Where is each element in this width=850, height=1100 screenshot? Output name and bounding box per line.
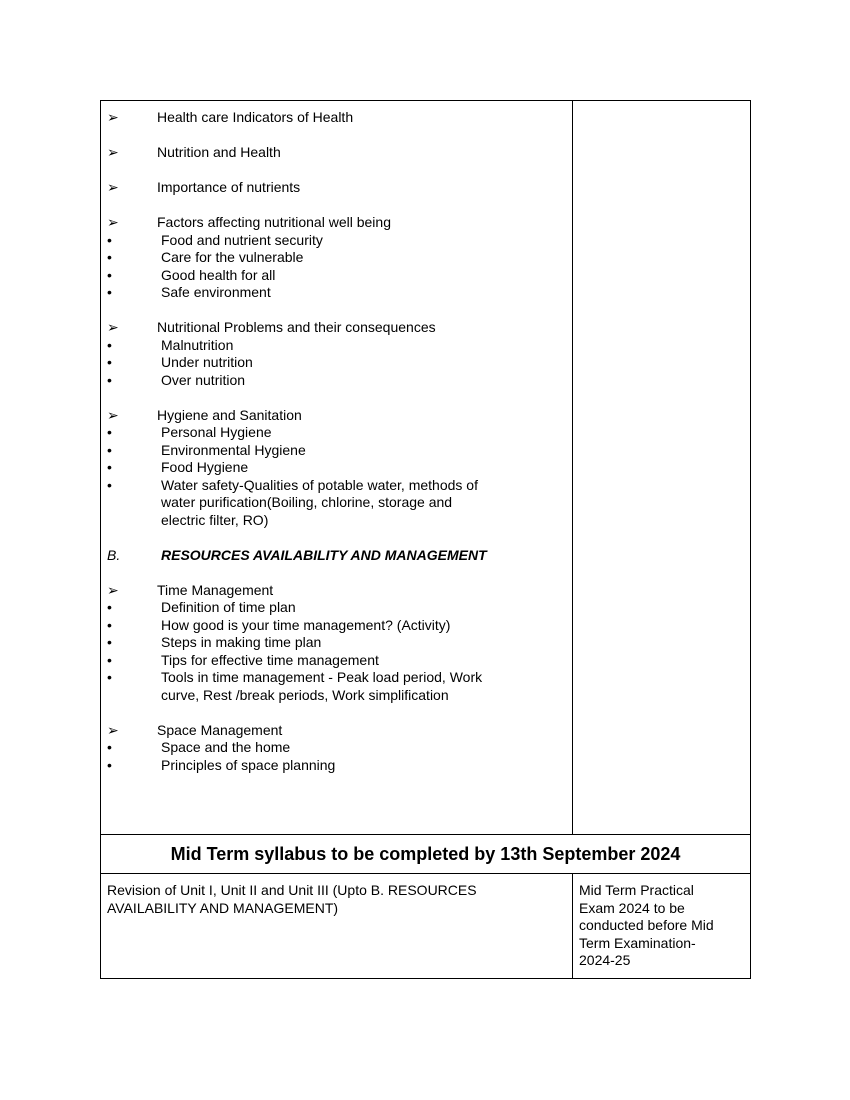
bullet-item: [107, 337, 566, 355]
bullet-item: [107, 757, 566, 775]
syllabus-content: [101, 101, 572, 774]
arrow-icon: ➢: [107, 406, 119, 423]
bullet-item: [107, 284, 566, 302]
bullet-item: [107, 477, 566, 495]
section-b-heading: [107, 547, 566, 565]
revision-line: Revision of Unit I, Unit II and Unit III (Upto B. RESOURCES: [107, 882, 477, 898]
topic-heading-text: Nutrition and Health: [157, 144, 281, 160]
bullet-icon: •: [107, 634, 112, 650]
arrow-icon: ➢: [107, 179, 119, 195]
spacer: [107, 564, 566, 582]
bullet-item-text: Under nutrition: [161, 354, 253, 370]
bullet-item: [107, 354, 566, 372]
bullet-item-text: Principles of space planning: [161, 756, 336, 773]
bullet-icon: •: [107, 249, 112, 265]
bullet-icon: •: [107, 459, 112, 475]
mid-term-row: [101, 835, 751, 874]
topic-heading-text: Nutritional Problems and their consequences: [157, 319, 436, 335]
bullet-item-text: curve, Rest /break periods, Work simplification: [161, 686, 449, 703]
arrow-icon: ➢: [107, 319, 119, 335]
topic-heading-text: Factors affecting nutritional well being: [157, 214, 391, 230]
practical-line: Mid Term Practical: [579, 882, 694, 898]
spacer: [107, 529, 566, 547]
topic-heading: [107, 109, 566, 127]
practical-line: 2024-25: [579, 952, 631, 968]
mid-term-cell: [101, 835, 751, 874]
spacer: [107, 162, 566, 180]
topic-heading-text: Health care Indicators of Health: [157, 109, 354, 125]
arrow-icon: ➢: [107, 109, 119, 125]
practical-line: Exam 2024 to be: [579, 899, 685, 916]
syllabus-content-cell: [101, 101, 573, 835]
practical-line: conducted before Mid: [579, 917, 714, 933]
revision-line: AVAILABILITY AND MANAGEMENT): [107, 899, 339, 916]
bullet-icon: •: [107, 616, 112, 633]
bullet-item-text: water purification(Boiling, chlorine, storage and: [161, 494, 453, 510]
bullet-item-text: Space and the home: [161, 739, 291, 755]
topic-heading: [107, 722, 566, 740]
bullet-item-text: electric filter, RO): [161, 511, 269, 528]
bullet-item: [107, 249, 566, 267]
bullet-icon: •: [107, 669, 112, 685]
bullet-item: [107, 617, 566, 635]
empty-right-cell: [573, 101, 751, 835]
arrow-icon: ➢: [107, 144, 119, 160]
bullet-icon: •: [107, 476, 112, 493]
bullet-icon: •: [107, 651, 112, 668]
bullet-icon: •: [107, 354, 112, 370]
bullet-item-text: Tools in time management - Peak load period, Work: [161, 669, 483, 685]
bullet-item-text: Malnutrition: [161, 336, 234, 353]
bullet-icon: •: [107, 231, 112, 248]
bullet-item: [107, 599, 566, 617]
spacer: [107, 389, 566, 407]
bullet-icon: •: [107, 266, 112, 283]
spacer: [107, 127, 566, 145]
arrow-icon: ➢: [107, 214, 119, 230]
bullet-item-text: Personal Hygiene: [161, 424, 272, 440]
bullet-item-text: Safe environment: [161, 284, 271, 300]
topic-heading: [107, 179, 566, 197]
bullet-icon: •: [107, 739, 112, 755]
bullet-icon: •: [107, 424, 112, 440]
bullet-item: [107, 424, 566, 442]
practical-cell: [573, 874, 751, 979]
bullet-item-continuation: [107, 512, 566, 530]
section-letter: B.: [107, 546, 121, 563]
revision-cell: [101, 874, 573, 979]
spacer: [107, 302, 566, 320]
bullet-item-text: Water safety-Qualities of potable water, methods of: [161, 476, 478, 493]
topic-heading-text: Hygiene and Sanitation: [157, 406, 302, 423]
bullet-item: [107, 669, 566, 687]
topic-heading-text: Space Management: [157, 721, 283, 738]
mid-term-title: Mid Term syllabus to be completed by 13th September 2024: [170, 844, 681, 864]
bullet-item-text: Environmental Hygiene: [161, 441, 306, 458]
topic-heading: [107, 582, 566, 600]
bullet-item: [107, 232, 566, 250]
spacer: [107, 704, 566, 722]
topic-heading: [107, 407, 566, 425]
topic-heading-text: Time Management: [157, 581, 274, 598]
bullet-item-text: Steps in making time plan: [161, 634, 322, 650]
bullet-item-text: Over nutrition: [161, 371, 246, 388]
bullet-icon: •: [107, 336, 112, 353]
topic-heading: [107, 144, 566, 162]
arrow-icon: ➢: [107, 721, 119, 738]
syllabus-table: [100, 100, 751, 979]
topic-heading: [107, 319, 566, 337]
bullet-item-continuation: [107, 494, 566, 512]
bullet-item: [107, 652, 566, 670]
bullet-icon: •: [107, 371, 112, 388]
bullet-item-text: Good health for all: [161, 266, 276, 283]
bullet-icon: •: [107, 599, 112, 615]
bullet-item: [107, 267, 566, 285]
content-row: [101, 101, 751, 835]
bullet-item: [107, 372, 566, 390]
bullet-item-text: Definition of time plan: [161, 599, 296, 615]
topic-heading: [107, 214, 566, 232]
bullet-item: [107, 739, 566, 757]
spacer: [107, 197, 566, 215]
bullet-icon: •: [107, 441, 112, 458]
bullet-item-text: How good is your time management? (Activity): [161, 616, 451, 633]
bullet-item-text: Tips for effective time management: [161, 651, 379, 668]
bullet-item-text: Care for the vulnerable: [161, 249, 304, 265]
topic-heading-text: Importance of nutrients: [157, 179, 301, 195]
bullet-item: [107, 459, 566, 477]
bullet-icon: •: [107, 756, 112, 773]
bullet-item: [107, 634, 566, 652]
arrow-icon: ➢: [107, 581, 119, 598]
bullet-icon: •: [107, 284, 112, 300]
section-title: RESOURCES AVAILABILITY AND MANAGEMENT: [161, 546, 487, 563]
bullet-item-text: Food and nutrient security: [161, 231, 323, 248]
revision-row: [101, 874, 751, 979]
bullet-item: [107, 442, 566, 460]
practical-line: Term Examination-: [579, 934, 696, 951]
bullet-item-text: Food Hygiene: [161, 459, 249, 475]
bullet-item-continuation: [107, 687, 566, 705]
